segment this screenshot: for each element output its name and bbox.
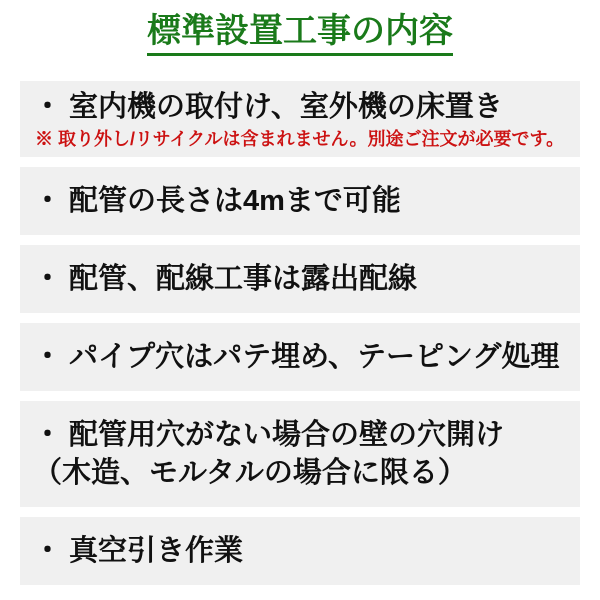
item-text: 室内機の取付け、室外機の床置き [69,91,503,124]
item-line [33,88,567,126]
bullet-marker: ・ [33,341,63,374]
item-text-continued: （木造、モルタルの場合に限る） [33,457,467,490]
item-text: 配管、配線工事は露出配線 [69,263,418,296]
list-item-pipe-length [20,167,580,235]
bullet-marker: ・ [33,263,63,296]
list-item-wall-drilling [20,401,580,507]
item-text: パイプ穴はパテ埋め、テーピング処理 [69,341,560,374]
item-line [33,182,567,220]
page-title: 標準設置工事の内容 [147,13,453,56]
bullet-marker: ・ [33,419,63,452]
bullet-marker: ・ [33,535,63,568]
item-line [33,260,567,298]
item-text: 配管用穴がない場合の壁の穴開け [69,419,505,452]
list-item-exposed-wiring [20,245,580,313]
list-item-pipe-hole-sealing [20,323,580,391]
item-text: 真空引き作業 [69,535,244,568]
list-item-vacuum-work [20,517,580,585]
list-item-indoor-outdoor-unit [20,81,580,157]
bullet-marker: ・ [33,91,63,124]
item-line [33,338,567,376]
item-line [33,532,567,570]
bullet-marker: ・ [33,185,63,218]
item-line [33,416,567,454]
item-note-disclaimer: ※ 取り外し/リサイクルは含まれません。別途ご注文が必要です。 [35,129,565,150]
item-text: 配管の長さは4mまで可能 [69,185,401,218]
title-container [0,13,600,56]
installation-work-list [20,81,580,585]
